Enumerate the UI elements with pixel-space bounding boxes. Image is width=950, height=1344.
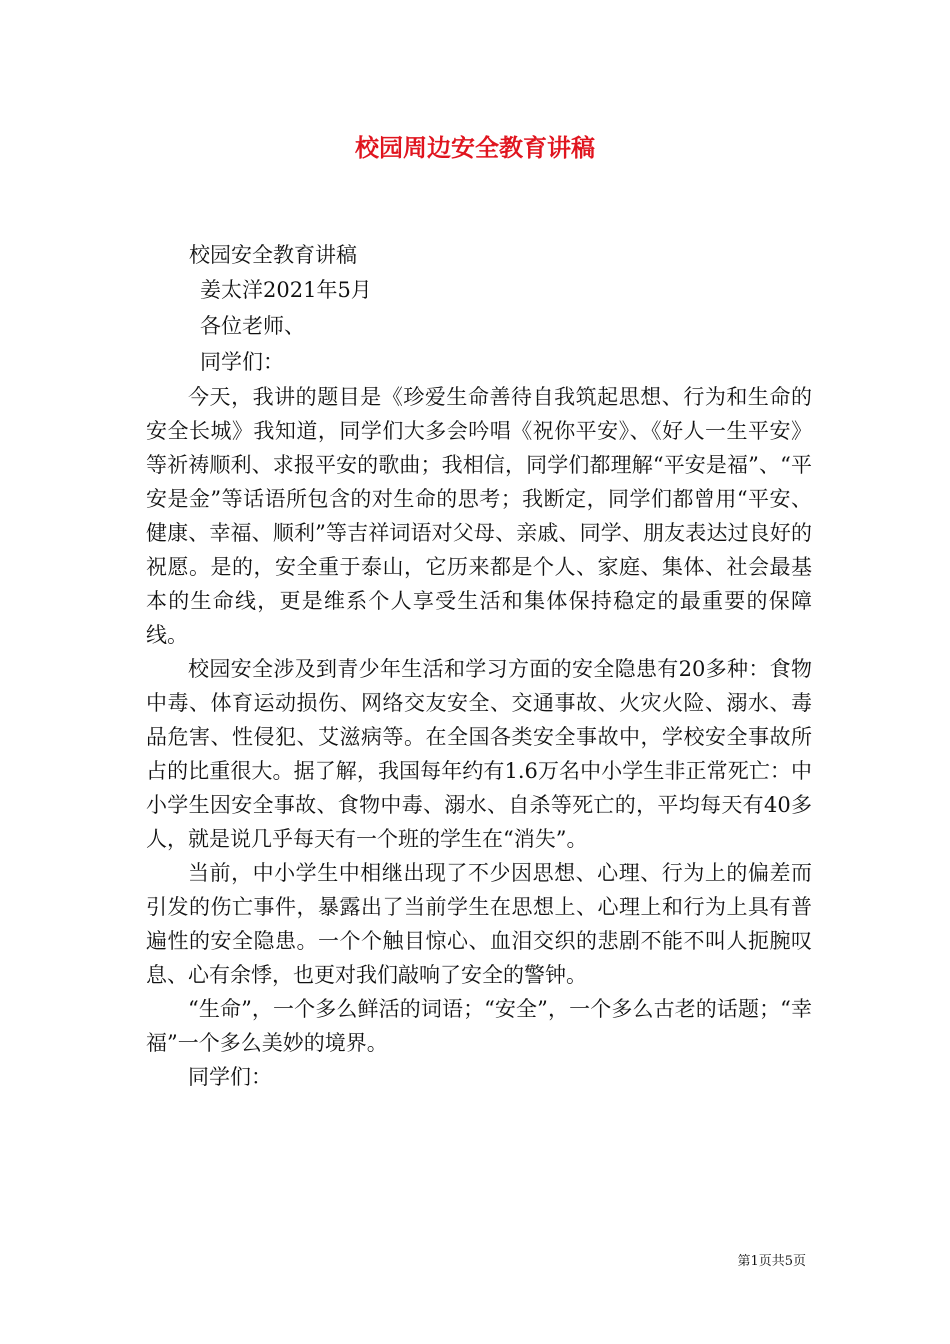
- page-footer: 第1页共5页: [737, 1254, 806, 1269]
- greeting-students: 同学们：: [200, 350, 284, 374]
- paragraph-intro: 今天，我讲的题目是《珍爱生命善待自我筑起思想、行为和生命的安全长城》我知道，同学们大多会吟唱《祝你平安》、《好人一生平安》等祈祷顺利、求报平安的歌曲；我相信，同学们都理解“平安是福”、“平安是金”等话语所包含的对生命的思考；我断定，同学们都曾用“平安、健康、幸福、顺利”等吉祥词语对父母、亲戚、同学、朋友表达过良好的祝愿。是的，安全重于泰山，它历来都是个人、家庭、集体、社会最基本的生命线，更是维系个人享受生活和集体保持稳定的最重要的保障线。: [146, 385, 812, 647]
- greeting-teachers: 各位老师、: [200, 314, 305, 338]
- paragraph-life-safety-happiness: “生命”，一个多么鲜活的词语；“安全”，一个多么古老的话题；“幸福”一个多么美妙的境界。: [146, 997, 812, 1055]
- author-date: 姜太洋2021年5月: [200, 278, 372, 302]
- document-title: 校园周边安全教育讲稿: [355, 133, 595, 162]
- paragraph-hazards: 校园安全涉及到青少年生活和学习方面的安全隐患有20多种：食物中毒、体育运动损伤、网络交友安全、交通事故、火灾火险、溺水、毒品危害、性侵犯、艾滋病等。在全国各类安全事故中，学校安全事故所占的比重很大。据了解，我国每年约有1.6万名中小学生非正常死亡：中小学生因安全事故、食物中毒、溺水、自杀等死亡的，平均每天有40多人，就是说几乎每天有一个班的学生在“消失”。: [146, 657, 812, 851]
- document-body: [146, 380, 812, 1094]
- paragraph-current-situation: 当前，中小学生中相继出现了不少因思想、心理、行为上的偏差而引发的伤亡事件，暴露出了当前学生在思想上、心理上和行为上具有普遍性的安全隐患。一个个触目惊心、血泪交织的悲剧不能不叫人扼腕叹息、心有余悸，也更对我们敲响了安全的警钟。: [146, 861, 812, 987]
- paragraph-salutation: 同学们：: [188, 1065, 272, 1089]
- document-subtitle: 校园安全教育讲稿: [189, 243, 357, 267]
